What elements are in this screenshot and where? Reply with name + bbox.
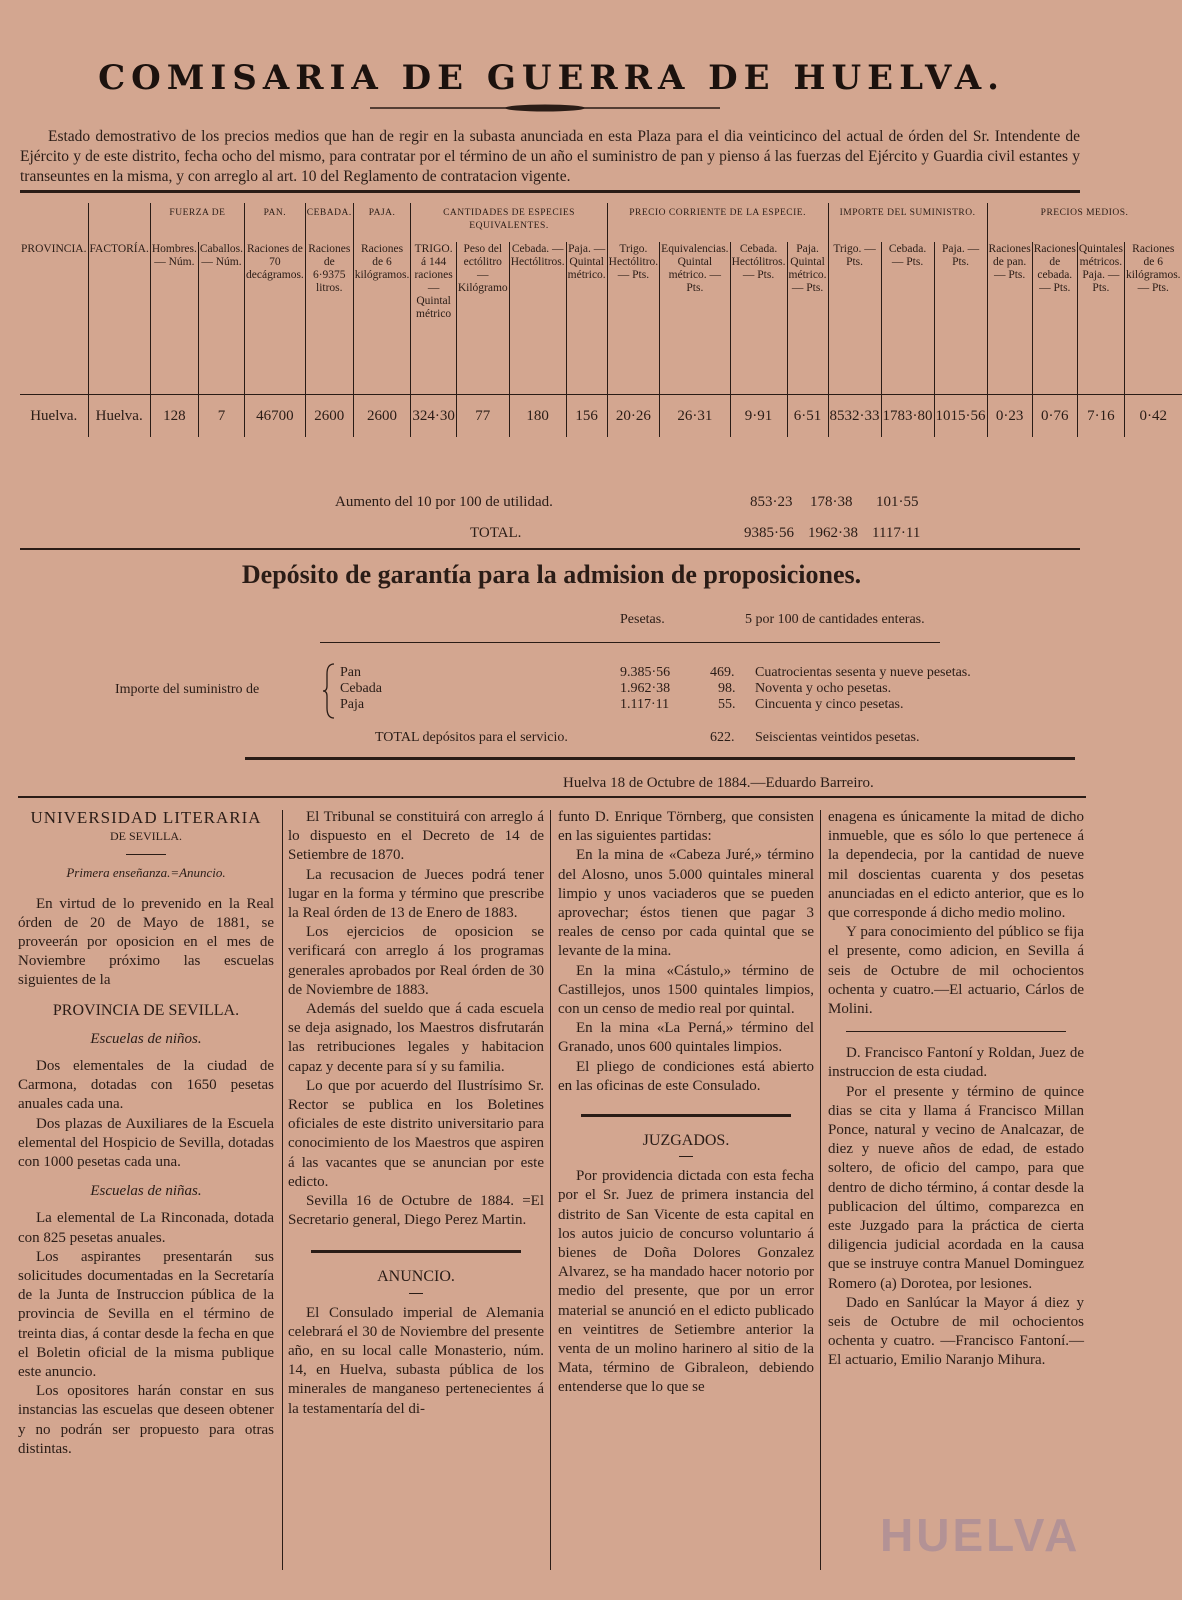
col-header: Raciones de cebada. — Pts. (1032, 242, 1077, 395)
table-cell: Huelva. (88, 395, 150, 438)
deposito-total-label: TOTAL depósitos para el servicio. (375, 730, 568, 745)
aumento-label: Aumento del 10 por 100 de utilidad. (335, 494, 553, 510)
article-subheading: DE SEVILLA. (110, 829, 182, 844)
deposito-item-pesetas: 1.117·11 (620, 697, 670, 712)
paragraph: Dado en Sanlúcar la Mayor á diez y seis de Octubre de mil ochocientos ochenta y cuatro. —Francisco Fantoní.—El actuario, Emilio Naranjo Mihura. (828, 1294, 1084, 1369)
table-cell: 7·16 (1077, 395, 1124, 438)
divider (846, 1031, 1066, 1032)
paragraph: En virtud de lo prevenido en la Real órden de 20 de Mayo de 1881, se proveerán por oposicion en el mes de Noviembre próximo las escuelas siguientes de la (18, 895, 274, 989)
divider (311, 1250, 521, 1253)
column-4 (828, 808, 1084, 1588)
archive-watermark: HUELVA (880, 1509, 1081, 1561)
deposito-item-name: Cebada (340, 681, 382, 696)
paragraph: Y para conocimiento del público se fija el presente, como adicion, en Sevilla á seis de Octubre de mil ochocientos ochenta y cuatro.—El actuario, Cárlos de Molini. (828, 924, 1084, 1018)
table-cell: 180 (509, 395, 566, 438)
col-header: Trigo. — Pts. (828, 242, 881, 395)
table-cell: 1783·80 (881, 395, 934, 438)
divider (409, 1293, 423, 1294)
col-header: Paja. — Quintal métrico. (566, 242, 607, 395)
aumento-trigo: 853·23 (750, 494, 793, 510)
paragraph: El Tribunal se constituirá con arreglo á lo dispuesto en el Decreto de 14 de Setiembre de 1870. (288, 809, 544, 864)
section-heading: PROVINCIA DE SEVILLA. (52, 1001, 240, 1019)
col-header: Raciones de 6 kilógramos. — Pts. (1124, 242, 1181, 395)
table-cell: 8532·33 (828, 395, 881, 438)
paragraph: Dos plazas de Auxiliares de la Escuela elemental del Hospicio de Sevilla, dotadas con 1000 pesetas cada una. (18, 1115, 274, 1171)
column-3 (558, 808, 814, 1588)
paragraph: Los aspirantes presentarán sus solicitudes documentadas en la Secretaría de la Junta de Instruccion pública de la provincia de Sevilla en el término de treinta dias, á contar desde la fecha en que el Boletin oficial de la misma publique este anuncio. (18, 1248, 274, 1381)
paragraph: En la mina de «Cabeza Juré,» término del Alosno, unos 5.000 quintales mineral limpio y unos vaciaderos que se pueden aprovechar; éstos tienen que pagar 3 reales de censo por cada quintal que se levante de la mina. (558, 847, 814, 960)
paragraph: Los ejercicios de oposicion se verificará con arreglo á los programas generales aprobados por Real órden de 30 de Noviembre de 1883. (288, 924, 544, 998)
deposito-importe-label: Importe del suministro de (115, 682, 260, 697)
deposito-item-deposito: 98. (718, 681, 736, 696)
section-subheading: Escuelas de niñas. (90, 1183, 202, 1200)
col-header: Paja. Quintal métrico. — Pts. (787, 242, 828, 395)
total-trigo: 9385·56 (744, 525, 794, 541)
paragraph: En la mina «Cástulo,» término de Castillejos, unos 1500 quintales limpios, con un censo de medio real por quintal. (558, 962, 814, 1018)
paragraph: El pliego de condiciones está abierto en las oficinas de este Consulado. (558, 1058, 814, 1094)
article-kicker: Primera enseñanza.=Anuncio. (66, 865, 226, 881)
table-cell: Huelva. (20, 395, 88, 438)
col-header: Equivalencias. Quintal métrico. — Pts. (660, 242, 730, 395)
news-columns (18, 808, 1086, 1588)
col-header: Raciones de 70 decágramos. (245, 242, 306, 395)
group-pan: PAN. (245, 203, 306, 242)
group-cantidades: CANTIDADES DE ESPECIES EQUIVALENTES. (411, 203, 607, 242)
col-header: Cebada. Hectólitros. — Pts. (730, 242, 787, 395)
table-cell: 1015·56 (934, 395, 987, 438)
divider (679, 1156, 693, 1157)
deposito-item-text: Noventa y ocho pesetas. (755, 681, 892, 696)
paragraph: Dos elementales de la ciudad de Carmona, dotadas con 1650 pesetas anuales cada una. (18, 1058, 274, 1113)
table-cell: 6·51 (787, 395, 828, 438)
table-cell: 128 (150, 395, 198, 438)
col-header: TRIGO. á 144 raciones — Quintal métrico (411, 242, 457, 395)
title-ornament (370, 103, 720, 113)
col-header: Caballos. — Núm. (198, 242, 244, 395)
deposito-col-5por100: 5 por 100 de cantidades enteras. (745, 612, 925, 627)
paragraph: Por el presente y término de quince dias se cita y llama á Francisco Millan Ponce, natural y vecino de Analcazar, de diez y nueve años de edad, de estado soltero, de oficio del campo, para que dentro de dicho término, á contar desde la publicacion del último, comparezca en este Juzgado para la práctica de cierta diligencia judicial acordada en la causa que se instruye contra Manuel Dominguez Romero (a) Dorotea, por lesiones. (828, 1083, 1084, 1292)
header-blank (20, 203, 88, 242)
total-label: TOTAL. (470, 525, 522, 541)
table-cell: 156 (566, 395, 607, 438)
paragraph: Los opositores harán constar en sus instancias las escuelas que deseen obtener y no podrán ser propuesto para otras distintas. (18, 1383, 274, 1457)
intro-paragraph: Estado demostrativo de los precios medios que han de regir en la subasta anunciada en esta Plaza para el dia veinticinco del actual de órden del Sr. Intendente de Ejército y de este distrito, fecha ocho del mismo, para contratar por el término de un año el suministro de pan y pienso á las fuerzas del Ejército y Guardia civil estantes y transeuntes en la misma, y con arreglo al art. 10 del Reglamento de contratacion vigente. (20, 128, 1080, 185)
deposito-title: Depósito de garantía para la admision de proposiciones. (241, 560, 862, 589)
paragraph: Por providencia dictada con esta fecha por el Sr. Juez de primera instancia del distrito de San Vicente de esta capital en los autos juicio de concurso voluntario á bienes de Doña Dolores Gonzalez Alvarez, se ha mandado hacer notorio por medio del presente, que por un error material se anunció en el edicto publicado en veintitres de Setiembre anterior la venta de un molino harinero al sitio de la Mata, término de Gibraleon, debiendo entenderse que lo que se (558, 1168, 814, 1396)
deposito-item-text: Cincuenta y cinco pesetas. (755, 697, 904, 712)
paragraph: La recusacion de Jueces podrá tener lugar en la forma y término que prescribe la Real órden de 13 de Enero de 1883. (288, 866, 544, 922)
column-2 (288, 808, 544, 1588)
table-cell: 26·31 (660, 395, 730, 438)
col-header: Raciones de pan. — Pts. (987, 242, 1032, 395)
table-cell: 0·42 (1124, 395, 1181, 438)
deposito-item-deposito: 469. (710, 665, 735, 680)
table-cell: 2600 (353, 395, 411, 438)
col-header: Raciones de 6·9375 litros. (305, 242, 353, 395)
col-header: Hombres. — Núm. (150, 242, 198, 395)
col-header: Paja. — Pts. (934, 242, 987, 395)
col-header: Raciones de 6 kilógramos. (353, 242, 411, 395)
section-heading: ANUNCIO. (377, 1268, 455, 1286)
aumento-paja: 101·55 (876, 494, 919, 510)
paragraph: enagena es únicamente la mitad de dicho inmueble, que es sólo lo que pertenece á la dependecia, por la cantidad de nueve mil doscientas cuarenta y dos pesetas anunciadas en el edicto anterior, que es lo que corresponde á dicho medio molino. (828, 809, 1084, 922)
deposito-total-text: Seiscientas veintidos pesetas. (755, 730, 920, 745)
deposito-rule (320, 642, 940, 643)
header-blank (88, 203, 150, 242)
col-header: Trigo. Hectólitro. — Pts. (607, 242, 660, 395)
divider (126, 854, 166, 855)
divider (581, 1114, 791, 1117)
col-header: FACTORÍA. (88, 242, 150, 395)
paragraph: Sevilla 16 de Octubre de 1884. =El Secretario general, Diego Perez Martin. (288, 1193, 544, 1229)
section-rule (18, 796, 1086, 798)
deposito-item-name: Paja (340, 697, 365, 712)
col-header: Peso del ectólitro — Kilógramo (456, 242, 509, 395)
page-title: COMISARIA DE GUERRA DE HUELVA. (98, 58, 1005, 98)
table-cell: 7 (198, 395, 244, 438)
aumento-cebada: 178·38 (810, 494, 853, 510)
paragraph: D. Francisco Fantoní y Roldan, Juez de instruccion de esta ciudad. (828, 1045, 1084, 1081)
group-importe: IMPORTE DEL SUMINISTRO. (828, 203, 987, 242)
total-cebada: 1962·38 (808, 525, 858, 541)
brace-icon (322, 662, 336, 720)
col-header: Cebada. — Hectólitros. (509, 242, 566, 395)
section-subheading: Escuelas de niños. (90, 1030, 202, 1047)
col-header: Quintales métricos. Paja. — Pts. (1077, 242, 1124, 395)
deposito-bottom-rule (245, 757, 1075, 760)
group-fuerza: FUERZA DE (150, 203, 244, 242)
deposito-signature: Huelva 18 de Octubre de 1884.—Eduardo Barreiro. (563, 775, 874, 791)
paragraph: En la mina «La Perná,» término del Granado, unos 600 quintales limpios. (558, 1020, 814, 1056)
table-cell: 46700 (245, 395, 306, 438)
section-heading: JUZGADOS. (642, 1132, 730, 1150)
table-cell: 324·30 (411, 395, 457, 438)
column-1 (18, 808, 274, 1588)
total-paja: 1117·11 (872, 525, 921, 541)
group-paja: PAJA. (353, 203, 411, 242)
deposito-item-text: Cuatrocientas sesenta y nueve pesetas. (755, 665, 971, 680)
table-cell: 2600 (305, 395, 353, 438)
prices-table (20, 203, 1182, 437)
article-heading: UNIVERSIDAD LITERARIA (30, 808, 262, 827)
group-cebada: CEBADA. (305, 203, 353, 242)
deposito-item-pesetas: 9.385·56 (620, 665, 671, 680)
table-cell: 0·23 (987, 395, 1032, 438)
paragraph: La elemental de La Rinconada, dotada con 825 pesetas anuales. (18, 1210, 274, 1246)
deposito-item-name: Pan (340, 665, 361, 680)
group-precio: PRECIO CORRIENTE DE LA ESPECIE. (607, 203, 828, 242)
group-medios: PRECIOS MEDIOS. (987, 203, 1182, 242)
paragraph: funto D. Enrique Törnberg, que consisten en las siguientes partidas: (558, 809, 814, 845)
paragraph: El Consulado imperial de Alemania celebrará el 30 de Noviembre del presente año, en su local calle Monasterio, núm. 14, en Huelva, subasta pública de los minerales de manganeso pertenecientes á la testamentaría del di- (288, 1304, 544, 1417)
table-bottom-rule (20, 548, 1080, 550)
paragraph: Lo que por acuerdo del Ilustrísimo Sr. Rector se publica en los Boletines oficiales de este distrito universitario para conocimiento de los Maestros que aspiren á las vacantes que se anuncian por este edicto. (288, 1077, 544, 1190)
deposito-col-pesetas: Pesetas. (620, 612, 665, 627)
deposito-item-deposito: 55. (718, 697, 736, 712)
col-header: Cebada. — Pts. (881, 242, 934, 395)
table-cell: 77 (456, 395, 509, 438)
table-cell: 9·91 (730, 395, 787, 438)
deposito-item-pesetas: 1.962·38 (620, 681, 671, 696)
paragraph: Además del sueldo que á cada escuela se deja asignado, los Maestros disfrutarán las retribuciones legales y habitacion capaz y decente para sí y su familia. (288, 1001, 544, 1075)
table-cell: 0·76 (1032, 395, 1077, 438)
deposito-total-value: 622. (710, 730, 735, 745)
table-cell: 20·26 (607, 395, 660, 438)
table-top-rule (20, 190, 1080, 193)
col-header: PROVINCIA. (21, 243, 87, 255)
